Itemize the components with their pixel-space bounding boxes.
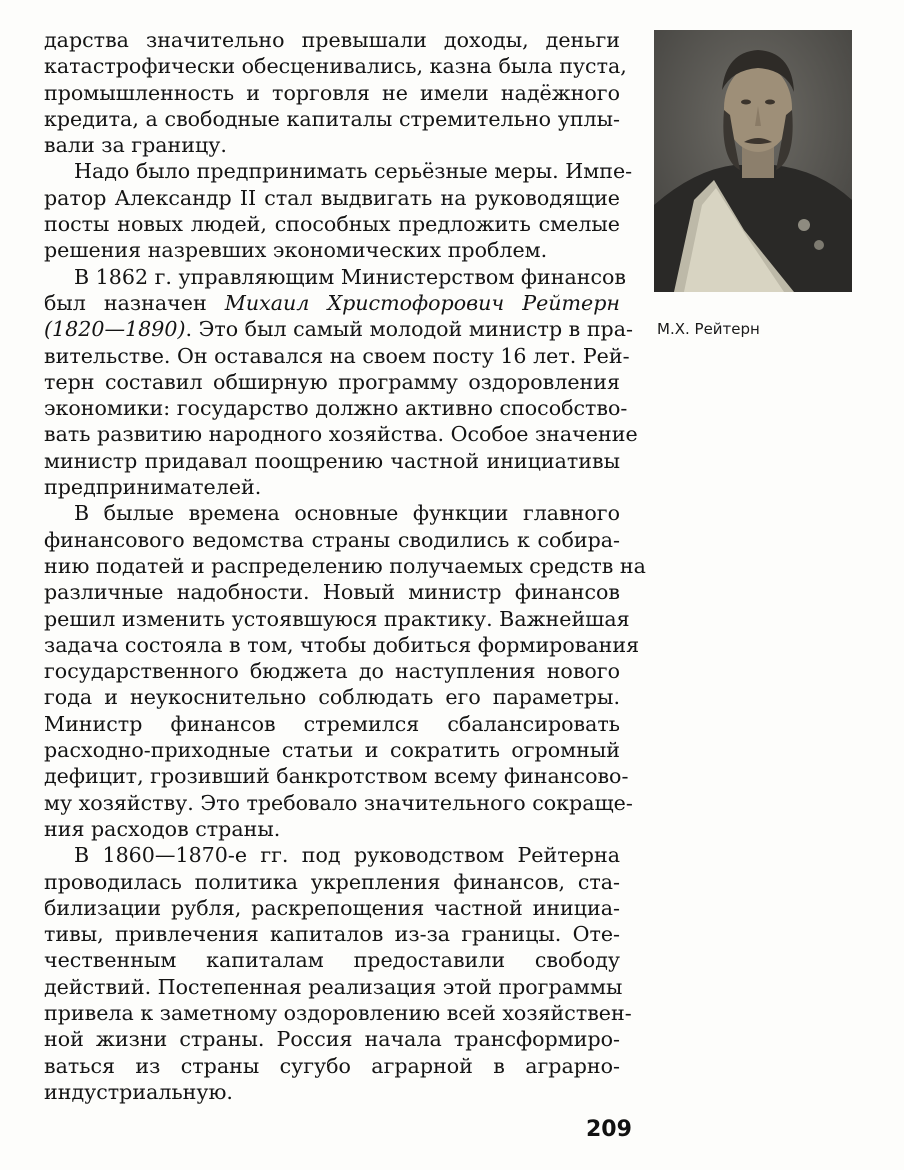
text-line: Министр финансов стремился сбалансировать bbox=[44, 711, 620, 736]
text-line: В 1860—1870-е гг. под руководством Рейтерна bbox=[74, 843, 620, 868]
text-line: му хозяйству. Это требовало значительного сокраще- bbox=[44, 790, 633, 815]
text-line: Надо было предпринимать серьёзные меры. Импе- bbox=[74, 159, 633, 184]
text-line: нию податей и распределению получаемых средств на bbox=[44, 553, 646, 578]
text-line: различные надобности. Новый министр финансов bbox=[44, 580, 620, 605]
page-number: 209 bbox=[586, 1117, 632, 1142]
portrait-drawing bbox=[654, 30, 852, 292]
text-line: решил изменить устоявшуюся практику. Важнейшая bbox=[44, 606, 630, 631]
text-line: привела к заметному оздоровлению всей хозяйствен- bbox=[44, 1000, 632, 1025]
text-line: действий. Постепенная реализация этой программы bbox=[44, 974, 623, 999]
text-line: вительстве. Он оставался на своем посту 16 лет. Рей- bbox=[44, 343, 630, 368]
figure-caption: М.Х. Рейтерн bbox=[657, 320, 760, 338]
person-name: Михаил Христофорович Рейтерн bbox=[224, 290, 620, 315]
text-line: министр придавал поощрению частной инициативы bbox=[44, 448, 620, 473]
text-line: чественным капиталам предоставили свободу bbox=[44, 948, 620, 973]
text-line: ной жизни страны. Россия начала трансформиро- bbox=[44, 1027, 620, 1052]
text-line: катастрофически обесценивались, казна была пуста, bbox=[44, 54, 627, 79]
text-line: билизации рубля, раскрепощения частной инициа- bbox=[44, 895, 620, 920]
text-line: ния расходов страны. bbox=[44, 816, 281, 841]
text-line: экономики: государство должно активно способство- bbox=[44, 396, 628, 421]
text-line: кредита, а свободные капиталы стремительно уплы- bbox=[44, 106, 620, 131]
text-line: (1820—1890). Это был самый молодой министр в пра- bbox=[44, 317, 633, 342]
main-text bbox=[44, 27, 646, 1105]
text-line: был назначен Михаил Христофорович Рейтерн bbox=[44, 290, 620, 315]
text-line: расходно-приходные статьи и сократить огромный bbox=[44, 738, 620, 763]
text-line: предпринимателей. bbox=[44, 475, 262, 500]
text-line: промышленность и торговля не имели надёжного bbox=[44, 80, 620, 105]
text-line: индустриальную. bbox=[44, 1079, 233, 1104]
text-line: финансового ведомства страны сводились к собира- bbox=[44, 527, 620, 552]
text-line: В 1862 г. управляющим Министерством финансов bbox=[74, 264, 626, 289]
text-line: года и неукоснительно соблюдать его параметры. bbox=[44, 685, 620, 710]
text-line: В былые времена основные функции главного bbox=[74, 501, 620, 526]
text-line: решения назревших экономических проблем. bbox=[44, 238, 548, 263]
text-line: вать развитию народного хозяйства. Особое значение bbox=[44, 422, 638, 447]
text-line: задача состояла в том, чтобы добиться формирования bbox=[44, 632, 640, 657]
person-name: (1820—1890) bbox=[44, 317, 186, 342]
text-line: проводилась политика укрепления финансов, ста- bbox=[44, 869, 620, 894]
text-line: дефицит, грозивший банкротством всему финансово- bbox=[44, 764, 629, 789]
text-line: тивы, привлечения капиталов из-за границы. Оте- bbox=[44, 922, 620, 947]
text-line: государственного бюджета до наступления нового bbox=[44, 659, 620, 684]
text-line: дарства значительно превышали доходы, деньги bbox=[44, 28, 620, 52]
text-line: посты новых людей, способных предложить смелые bbox=[44, 212, 620, 237]
text-line: терн составил обширную программу оздоровления bbox=[44, 369, 620, 394]
portrait-image bbox=[654, 30, 852, 292]
text-line: ратор Александр II стал выдвигать на руководящие bbox=[44, 185, 620, 210]
text-line: вали за границу. bbox=[44, 133, 227, 158]
text-line: ваться из страны сугубо аграрной в аграрно- bbox=[44, 1053, 620, 1078]
